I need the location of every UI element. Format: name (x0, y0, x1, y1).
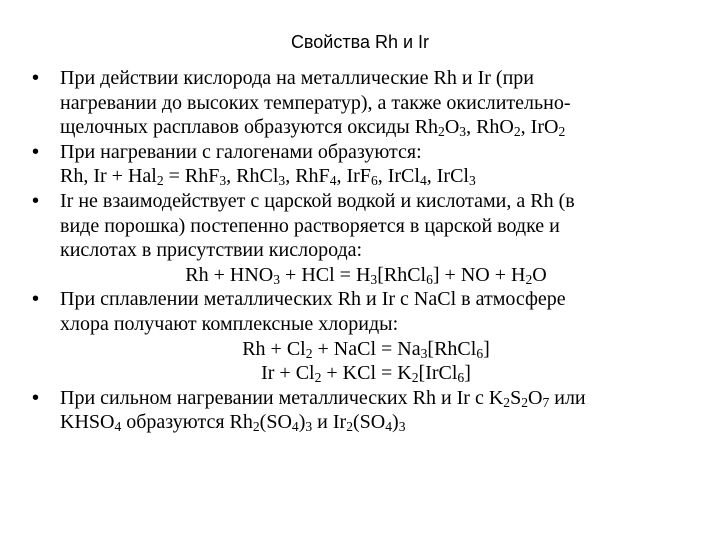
bullet-dot: • (32, 189, 40, 212)
text-line-sulfates: $KHSO_4$ образуются $Rh_2(SO_4)_3$ и $Ir_2(SO_4)_3$ (60, 411, 406, 435)
equation-rh-complex: $Rh + Cl_2$ + NaCl = $Na_3[RhCl_6]$ (242, 337, 490, 361)
bullet-dot: • (32, 288, 40, 311)
bullet-sulfates (0, 386, 720, 435)
bullet-halogens (0, 140, 720, 189)
bullet-fusion-nacl (0, 287, 720, 385)
text-line: Ir не взаимодействует с царской водкой и кислотами, а Rh (в (60, 189, 575, 212)
text-line: хлора получают комплексные хлориды: (60, 312, 399, 335)
equation-dissolution: $Rh + HNO_3$ + HCl = $H_3[RhCl_6]$ + NO + $H_2O$ (185, 263, 547, 287)
bullet-aqua-regia (0, 189, 720, 287)
text-line: При действии кислорода на металлические Rh и Ir (при (60, 67, 534, 89)
equation-ir-complex: $Ir + Cl_2$ + KCl = $K_2[IrCl_6]$ (261, 362, 471, 386)
text-line: виде порошка) постепенно растворяется в царской водке и (60, 214, 560, 237)
bullet-oxygen (0, 66, 720, 140)
slide-title: Свойства Rh и Ir (290, 32, 430, 52)
bullet-dot: • (32, 386, 40, 409)
text-line: При сильном нагревании металлических Rh и Ir с $K_2S_2O_7$ или (60, 386, 586, 410)
text-line-oxides: щелочных расплавов образуются оксиды $Rh_2O_3$, RhO$_2$, IrO$_2$ (60, 116, 566, 140)
text-line: При сплавлении металлических Rh и Ir с NaCl в атмосфере (60, 288, 566, 311)
equation-halides: Rh, Ir + Hal$_2$ = RhF$_3$, RhCl$_3$, RhF$_4$, IrF$_6$, IrCl$_4$, IrCl$_3$ (60, 165, 476, 189)
text-line: нагревании до высоких температур), а также окислительно- (60, 91, 571, 114)
text-line: кислотах в присутствии кислорода: (60, 239, 363, 262)
slide-content (0, 66, 720, 435)
bullet-dot: • (32, 67, 40, 89)
text-line: При нагревании с галогенами образуются: (60, 140, 422, 163)
bullet-dot: • (32, 140, 40, 163)
